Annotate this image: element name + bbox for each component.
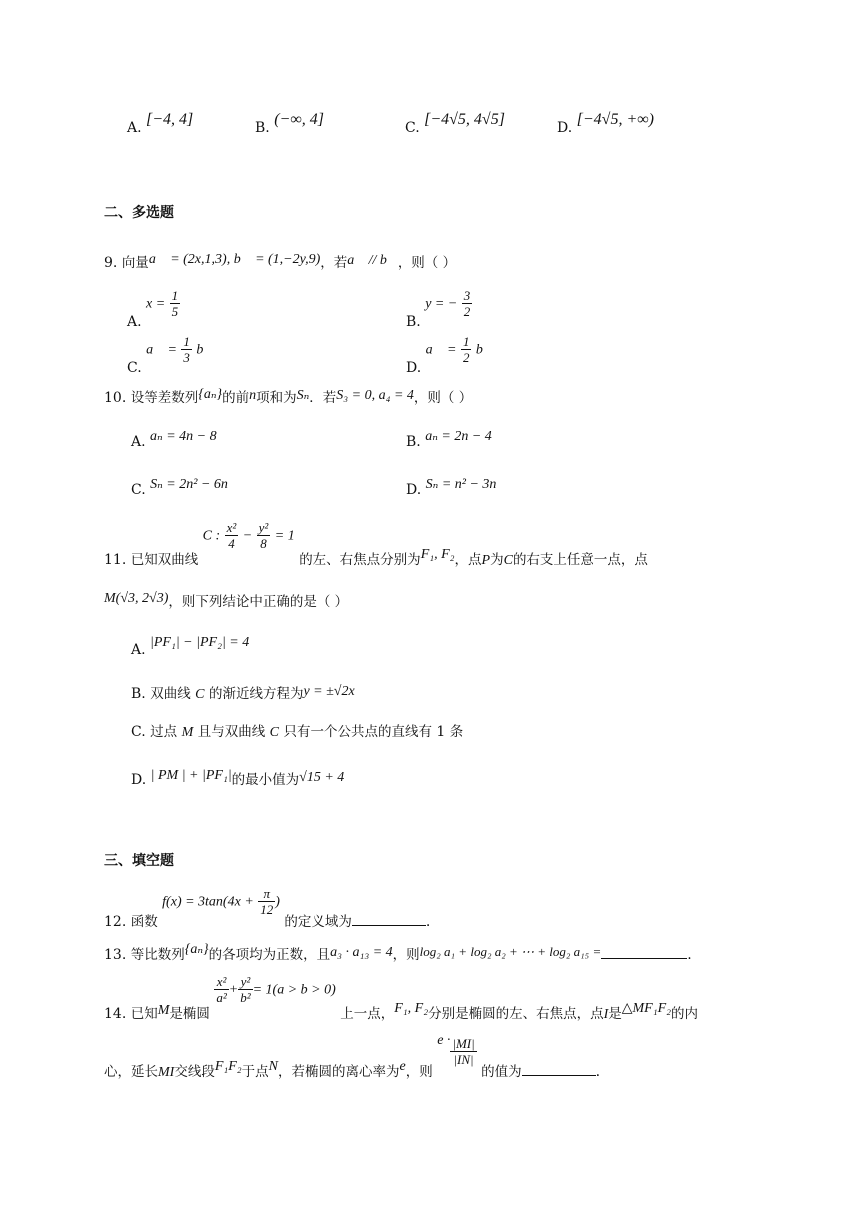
question-14: 14. 已知M是椭圆 $\frac{\text{x²}}{\text{a²}}$ + $\frac{\text{y²}}{\text{b²}}$ = 1(a > b > 0) 上一点，F₁, F₂分别是椭圆的左、右焦点，点I是△MF₁F₂的内 [104,974,699,1022]
q8-option-a-math: [−4, 4] [146,111,194,128]
question-12: 12. 函数 f(x) = 3tan(4x + $\frac{\pi}{12}$ ) 的定义域为 . [104,886,431,930]
q11-option-c: C. 过点 M 且与双曲线 C 只有一个公共点的直线有 1 条 [131,724,464,740]
q9-condition: a⃗ // b⃗ [347,253,398,268]
q9-vectors: a⃗ = (2x,1,3), b⃗ = (1,−2y,9) [148,252,321,267]
question-14-line-2: 心，延长MI交线段F₁F₂于点N，若椭圆的离心率为e，则 e · $\frac{|MI|}{|IN|}$ 的值为 . [104,1032,601,1080]
question-13: 13. 等比数列{aₙ}的各项均为正数，且a₃ · a₁₃ = 4，则log₂ a₁ + log₂ a₂ + ⋯ + log₂ a₁₅ = . [104,942,692,963]
q10-condition: S₃ = 0, a₄ = 4 [336,388,414,403]
question-11: 11. 已知双曲线 C : $\frac{\text{x²}}{4}$ − $\frac{\text{y²}}{8}$ = 1 的左、右焦点分别为F₁, F₂，点P为C的右支上任意一点，点 [104,520,648,568]
q9-option-a: A. x = $\frac{1}{5}$ [127,288,179,330]
question-10: 10. 设等差数列{aₙ}的前n项和为Sₙ．若S₃ = 0, a₄ = 4，则（ ） [104,387,473,406]
q10-option-a: A. aₙ = 4n − 8 [131,429,217,450]
q8-option-c: C. [−4√5, 4√5] [405,111,505,136]
q8-option-b: B. (−∞, 4] [255,111,324,136]
q11-option-b: B. 双曲线 C 的渐近线方程为y = ±√2x [131,684,355,702]
q8-option-d: D. [−4√5, +∞) [557,111,654,136]
q10-option-c: C. Sₙ = 2n² − 6n [131,477,228,498]
section-heading-multiple-choice: 二、多选题 [104,205,174,221]
q8-option-c-math: [−4√5, 4√5] [424,111,505,128]
question-9: 9. 向量a⃗ = (2x,1,3), b⃗ = (1,−2y,9)，若a⃗ // b⃗，则（ ） [104,252,457,271]
question-11-line-2: M(√3, 2√3)，则下列结论中正确的是（ ） [104,591,349,610]
q11-option-d: D. | PM | + |PF₁|的最小值为√15 + 4 [131,768,345,788]
q9-option-b: B. y = − $\frac{3}{2}$ [406,288,471,330]
q12-answer-blank[interactable] [352,911,426,926]
q9-option-d: D. a⃗ = $\frac{1}{2}$ b⃗ [406,334,494,376]
section-heading-fill-in: 三、填空题 [104,853,174,869]
q8-option-a: A. [−4, 4] [127,111,194,136]
q10-option-b: B. aₙ = 2n − 4 [406,429,492,450]
q14-answer-blank[interactable] [522,1061,596,1076]
q9-option-c: C. a⃗ = $\frac{1}{3}$ b⃗ [127,334,215,376]
q11-option-a: A. |PF₁| − |PF₂| = 4 [131,635,250,658]
q8-option-b-math: (−∞, 4] [274,111,324,128]
q13-answer-blank[interactable] [601,944,687,959]
q8-option-d-math: [−4√5, +∞) [576,111,654,128]
q10-option-d: D. Sₙ = n² − 3n [406,477,497,498]
q11-point-m: M(√3, 2√3) [104,591,169,606]
